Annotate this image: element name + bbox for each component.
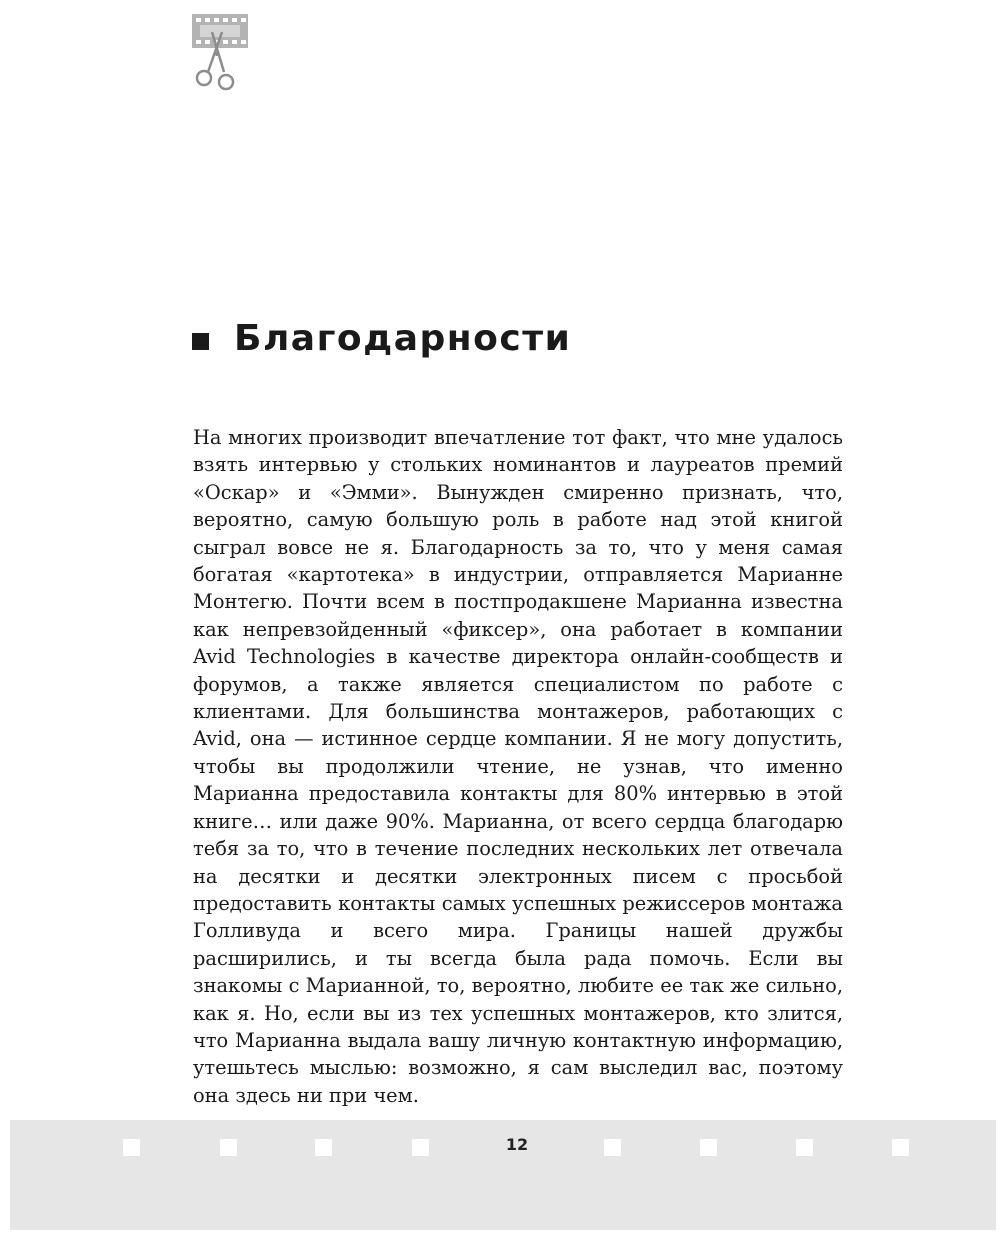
white-square-icon [700,1139,717,1156]
page-number: 12 [505,1135,529,1154]
chapter-title: Благодарности [234,318,572,359]
white-square-icon [315,1139,332,1156]
chapter-heading [192,318,571,359]
white-square-icon [604,1139,621,1156]
white-square-icon [412,1139,429,1156]
white-square-icon [220,1139,237,1156]
white-square-icon [796,1139,813,1156]
white-square-icon [892,1139,909,1156]
page-footer [10,1120,996,1230]
white-square-icon [123,1139,140,1156]
film-strip-scissors-icon [188,10,252,94]
body-paragraph: На многих производит впечатление тот факт, что мне удалось взять интервью у стольких номинантов и лауреатов премий «Оскар» и «Эмми». Вынужден смиренно признать, что, вероятно, самую большую роль в работе над этой книгой сыграл вовсе не я. Благодарность за то, что у меня самая богатая «картотека» в индустрии, отправляется Марианне Монтегю. Почти всем в постпродакшене Марианна известна как непревзойденный «фиксер», она работает в компании Avid Technologies в качестве директора онлайн-сообществ и форумов, а также является специалистом по работе с клиентами. Для большинства монтажеров, работающих с Avid, она — истинное сердце компании. Я не могу допустить, чтобы вы продолжили чтение, не узнав, что именно Марианна предоставила контакты для 80% интервью в этой книге… или даже 90%. Марианна, от всего сердца благодарю тебя за то, что в течение последних нескольких лет отвечала на десятки и десятки электронных писем с просьбой предоставить контакты самых успешных режиссеров монтажа Голливуда и всего мира. Границы нашей дружбы расширились, и ты всегда была рада помочь. Если вы знакомы с Марианной, то, вероятно, любите ее так же сильно, как я. Но, если вы из тех успешных монтажеров, кто злится, что Марианна выдала вашу личную контактную информацию, утешьтесь мыслью: возможно, я сам выследил вас, поэтому она здесь ни при чем. [193,426,843,1107]
black-square-icon [192,333,209,350]
